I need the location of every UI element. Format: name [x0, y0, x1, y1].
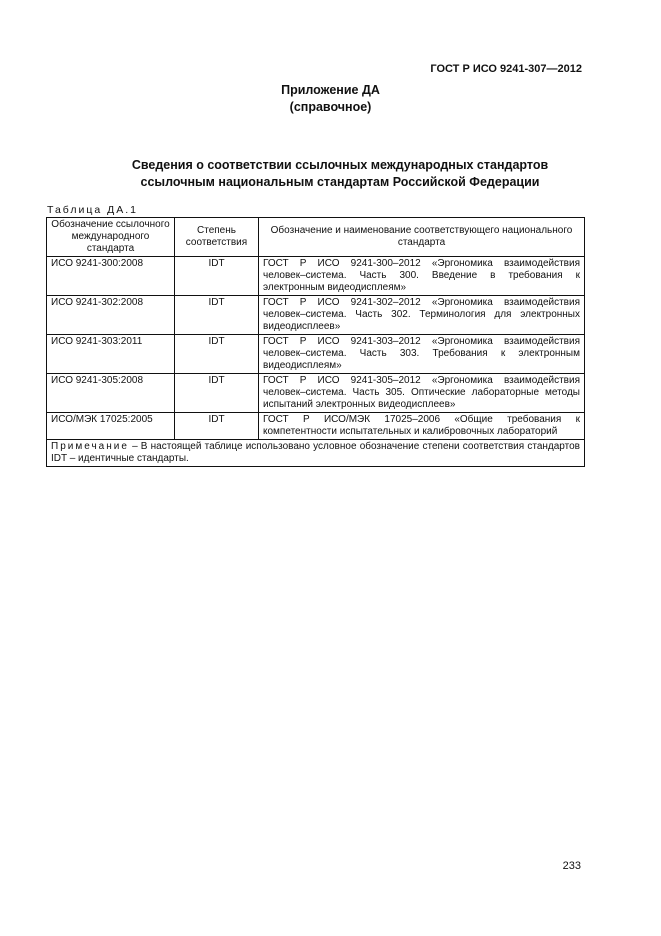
cell-national: ГОСТ Р ИСО 9241-303–2012 «Эргономика взаимодействия человек–система. Часть 303. Требования к электронным видеодисплеям»	[259, 335, 585, 374]
table-row	[47, 335, 585, 374]
table-header-row	[47, 218, 585, 257]
cell-degree: IDT	[175, 374, 259, 413]
appendix-subtitle: (справочное)	[289, 100, 372, 114]
header-degree: Степень соответствия	[175, 218, 259, 257]
table-note-row	[47, 440, 585, 467]
cell-national: ГОСТ Р ИСО 9241-302–2012 «Эргономика взаимодействия человек–система. Часть 302. Терминология для электронных видеодисплеев»	[259, 296, 585, 335]
table-row	[47, 413, 585, 440]
document-code: ГОСТ Р ИСО 9241-307—2012	[430, 63, 582, 75]
note-text: – В настоящей таблице использовано условное обозначение степени соответствия стандартов IDT – идентичные стандарты.	[51, 441, 580, 464]
section-title-line1: Сведения о соответствии ссылочных международных стандартов	[131, 158, 549, 172]
cell-degree: IDT	[175, 413, 259, 440]
note-label: Примечание	[51, 441, 129, 452]
table-row	[47, 257, 585, 296]
table-row	[47, 374, 585, 413]
cell-intl: ИСО/МЭК 17025:2005	[47, 413, 175, 440]
section-title-line2: ссылочным национальным стандартам Российской Федерации	[140, 175, 540, 189]
header-intl-standard: Обозначение ссылочного международного стандарта	[47, 218, 175, 257]
cell-intl: ИСО 9241-302:2008	[47, 296, 175, 335]
cell-national: ГОСТ Р ИСО 9241-300–2012 «Эргономика взаимодействия человек–система. Часть 300. Введение в требования к электронным видеодисплеям»	[259, 257, 585, 296]
cell-degree: IDT	[175, 335, 259, 374]
appendix-title: Приложение ДА	[281, 83, 380, 97]
cell-degree: IDT	[175, 257, 259, 296]
appendix-heading	[0, 82, 661, 116]
correspondence-table	[46, 217, 585, 467]
table-row	[47, 296, 585, 335]
cell-intl: ИСО 9241-300:2008	[47, 257, 175, 296]
table-note	[47, 440, 585, 467]
cell-degree: IDT	[175, 296, 259, 335]
cell-intl: ИСО 9241-303:2011	[47, 335, 175, 374]
cell-intl: ИСО 9241-305:2008	[47, 374, 175, 413]
section-title	[60, 157, 620, 191]
cell-national: ГОСТ Р ИСО/МЭК 17025–2006 «Общие требования к компетентности испытательных и калибровочных лабораторий	[259, 413, 585, 440]
table-caption: Таблица ДА.1	[47, 204, 138, 216]
header-national-standard: Обозначение и наименование соответствующего национального стандарта	[259, 218, 585, 257]
cell-national: ГОСТ Р ИСО 9241-305–2012 «Эргономика взаимодействия человек–система. Часть 305. Оптические лабораторные методы испытаний электронных видеодисплеев»	[259, 374, 585, 413]
page-number: 233	[562, 860, 581, 872]
